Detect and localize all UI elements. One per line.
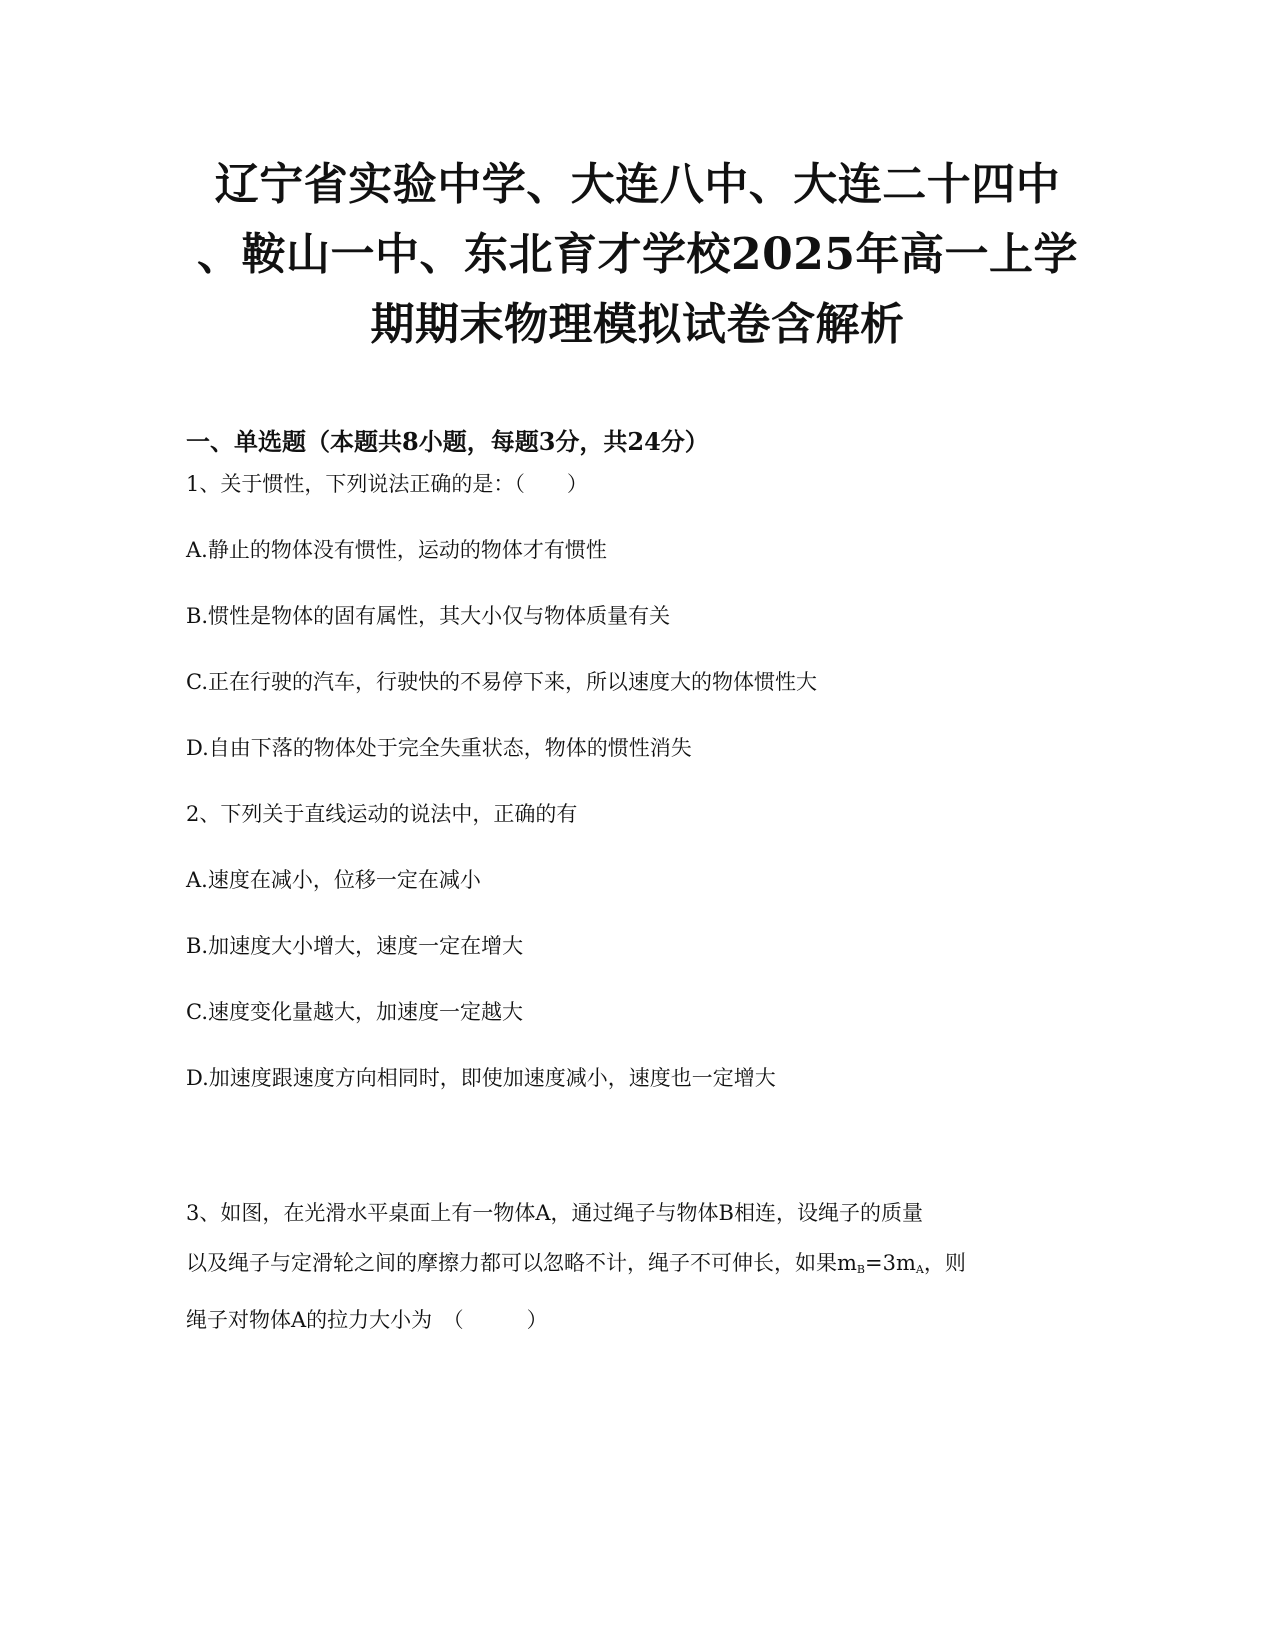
question-2-option-b: B.加速度大小增大，速度一定在增大 xyxy=(186,934,524,958)
question-1-option-d: D.自由下落的物体处于完全失重状态，物体的惯性消失 xyxy=(186,736,692,760)
title-line-2: 、鞍山一中、东北育才学校2025年高一上学 xyxy=(197,229,1078,280)
section-heading: 一、单选题（本题共8小题，每题3分，共24分） xyxy=(186,427,709,456)
question-3-text-a: 以及绳子与定滑轮之间的摩擦力都可以忽略不计，绳子不可伸长，如果m xyxy=(186,1251,857,1275)
document-title xyxy=(150,150,1125,360)
question-3-text-c: ，则 xyxy=(923,1251,966,1275)
question-1-option-b: B.惯性是物体的固有属性，其大小仅与物体质量有关 xyxy=(186,604,671,628)
question-3-stem-line-2 xyxy=(186,1238,1086,1295)
title-line-1: 辽宁省实验中学、大连八中、大连二十四中 xyxy=(214,159,1061,210)
subscript-a: A xyxy=(915,1263,924,1276)
question-2-stem: 2、下列关于直线运动的说法中，正确的有 xyxy=(186,802,578,826)
question-3-stem-line-3: 绳子对物体A的拉力大小为 （ ） xyxy=(186,1308,548,1332)
question-2-option-c: C.速度变化量越大，加速度一定越大 xyxy=(186,1000,523,1024)
question-2-option-d: D.加速度跟速度方向相同时，即使加速度减小，速度也一定增大 xyxy=(186,1066,776,1090)
question-1-option-a: A.静止的物体没有惯性，运动的物体才有惯性 xyxy=(186,538,607,562)
question-3 xyxy=(186,1188,1086,1345)
question-2-option-a: A.速度在减小，位移一定在减小 xyxy=(186,868,481,892)
question-3-text-b: =3m xyxy=(865,1251,916,1275)
question-1-option-c: C.正在行驶的汽车，行驶快的不易停下来，所以速度大的物体惯性大 xyxy=(186,670,817,694)
question-1-stem: 1、关于惯性，下列说法正确的是：（ ） xyxy=(186,472,588,496)
subscript-b: B xyxy=(856,1263,866,1276)
question-3-stem-line-1: 3、如图，在光滑水平桌面上有一物体A，通过绳子与物体B相连，设绳子的质量 xyxy=(186,1201,923,1225)
title-line-3: 期期末物理模拟试卷含解析 xyxy=(370,299,905,350)
